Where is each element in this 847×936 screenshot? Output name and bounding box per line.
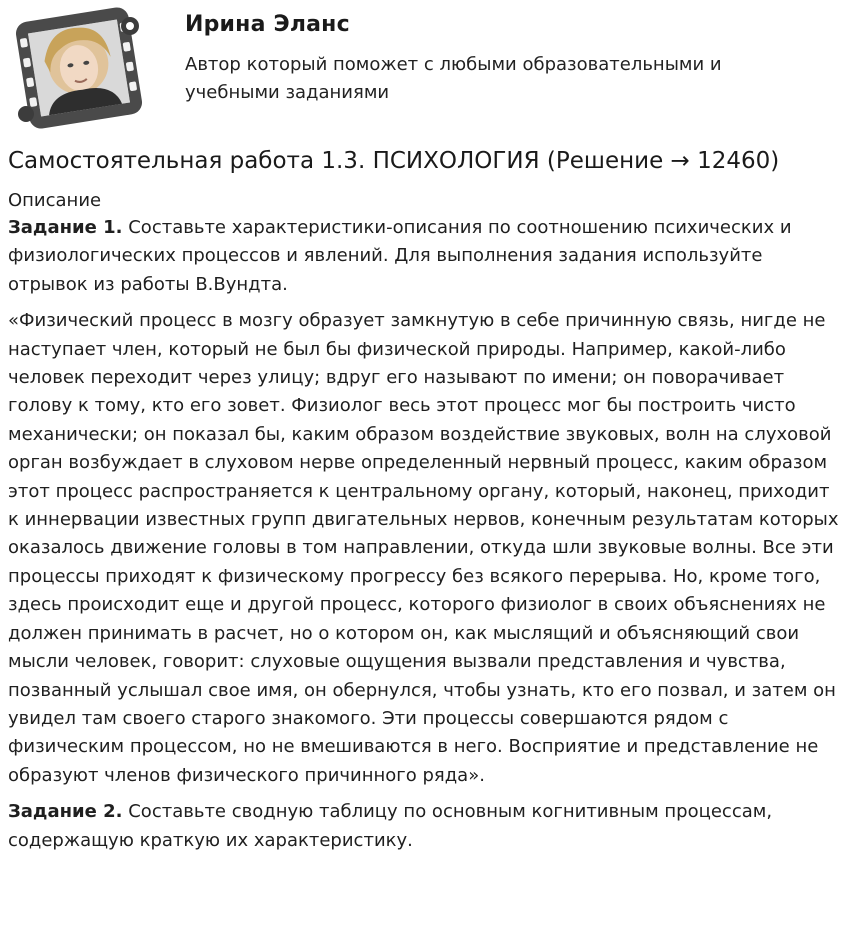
document-title: Самостоятельная работа 1.3. ПСИХОЛОГИЯ (Решение → 12460) (8, 148, 780, 174)
wundt-quote: «Физический процесс в мозгу образует замкнутую в себе причинную связь, нигде не наступает член, который не был бы физической природы. Например, какой-либо человек переходит через улицу; вдруг его называют по имени; он поворачивает голову к тому, кто его зовет. Физиолог весь этот процесс мог бы построить чисто механически; он показал бы, каким образом воздействие звуковых, волн на слуховой орган возбуждает в слуховом нерве определенный нервный процесс, каким образом этот процесс распространяется к центральному органу, который, наконец, приходит к иннервации известных групп двигательных нервов, конечным результатам которых оказалось движение головы в том направлении, откуда шли звуковые волны. Все эти процессы приходят к физическому прогрессу без всякого перерыва. Но, кроме того, здесь происходит еще и другой процесс, которого физиолог в своих объяснениях не должен принимать в расчет, но о котором он, как мыслящий и объясняющий свои мысли человек, говорит: слуховые ощущения вызвали представления и чувства, позванный услышал свое имя, он обернулся, чтобы узнать, кто его позвал, и затем он увидел там своего старого знакомого. Эти процессы совершаются рядом с физическим процессом, но не вмешиваются в него. Восприятие и представление не образуют членов физического причинного ряда». (8, 310, 839, 786)
task-1-paragraph (8, 214, 840, 299)
author-header (0, 0, 847, 135)
task-2-paragraph (8, 798, 840, 855)
task-1-label: Задание 1. (8, 217, 123, 238)
film-frame-avatar-icon (6, 6, 152, 130)
author-name[interactable]: Ирина Эланс (185, 12, 350, 37)
document-body (8, 188, 840, 855)
author-description: Автор который поможет с любыми образовательными и учебными заданиями (185, 54, 722, 103)
task-2-text: Составьте сводную таблицу по основным когнитивным процессам, содержащую краткую их характеристику. (8, 801, 773, 851)
task-1-text: Составьте характеристики-описания по соотношению психических и физиологических процессов и явлений. Для выполнения задания используйте отрывок из работы В.Вундта. (8, 217, 792, 295)
author-avatar[interactable] (6, 6, 152, 130)
task-2-label: Задание 2. (8, 801, 123, 823)
description-label: Описание (8, 190, 102, 211)
